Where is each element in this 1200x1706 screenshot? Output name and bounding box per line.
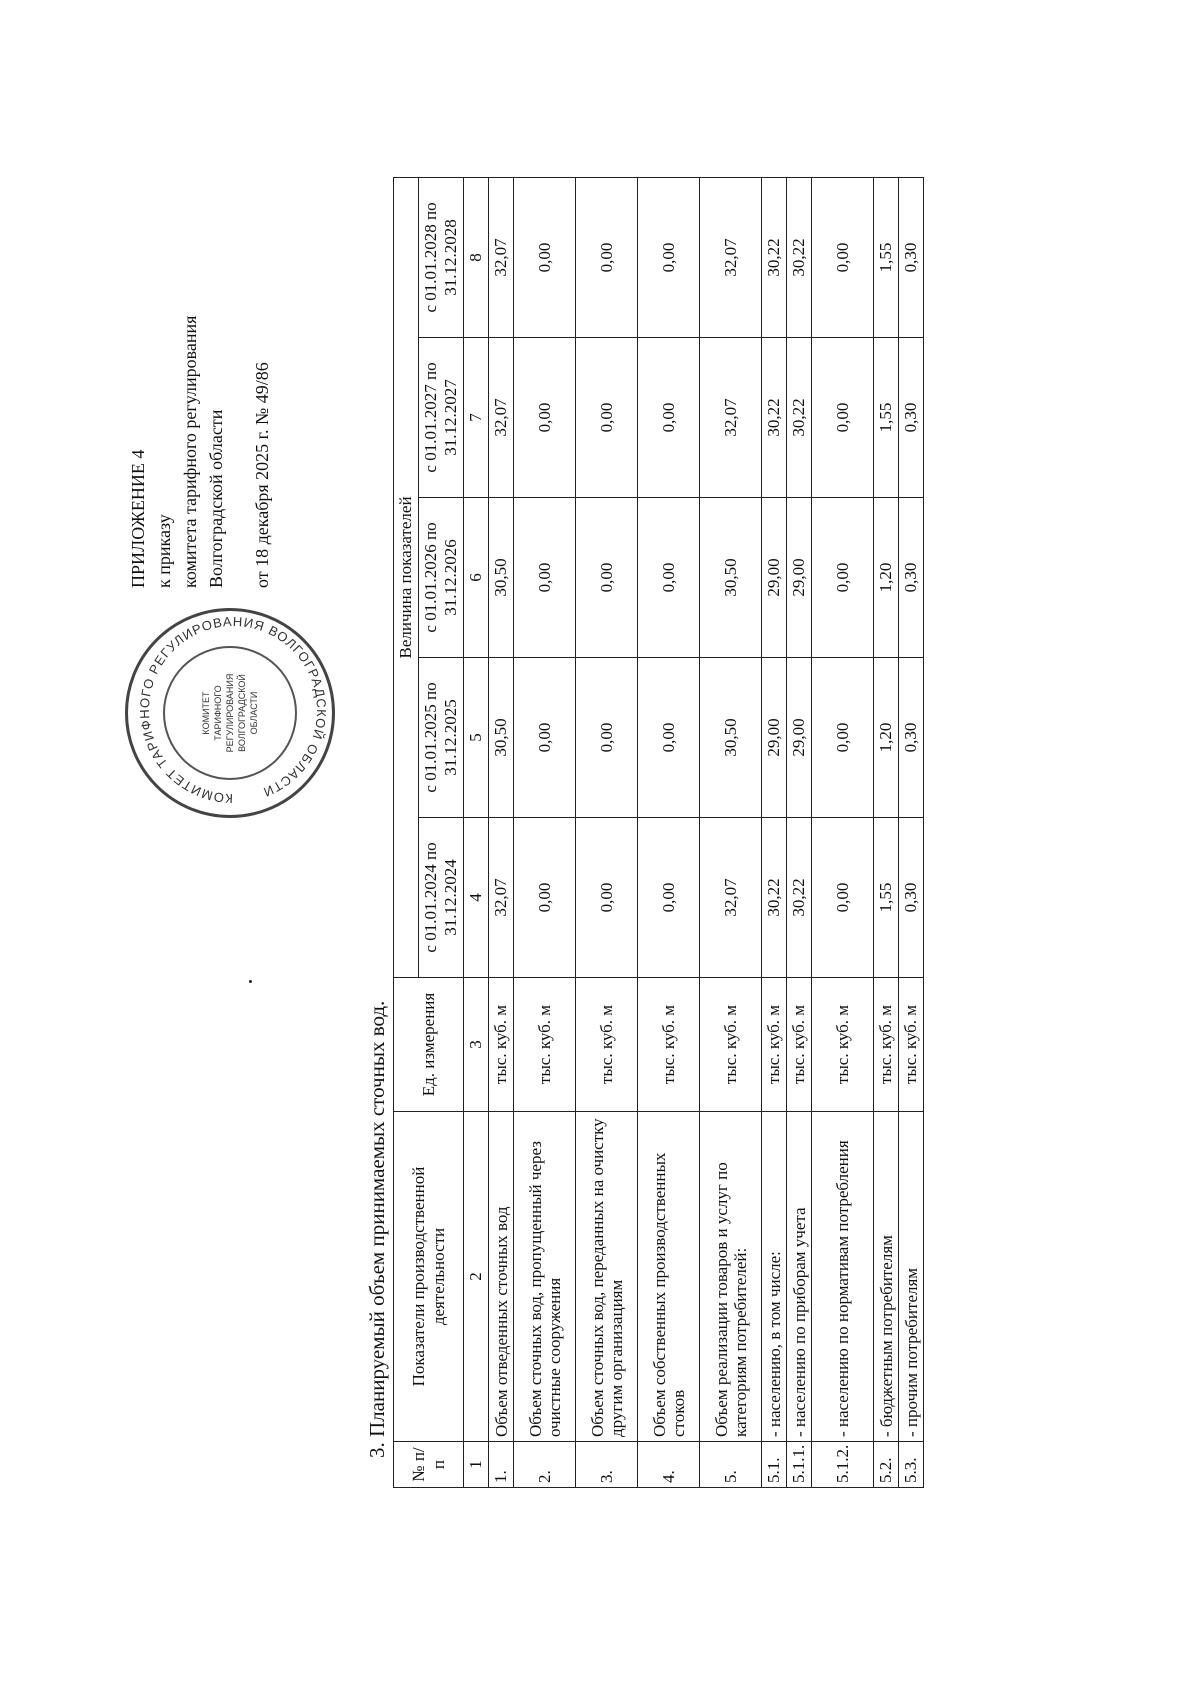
row-num: 5.1. — [762, 1442, 787, 1488]
row-num: 3. — [576, 1442, 638, 1488]
row-label: - населению, в том числе: — [762, 1112, 787, 1442]
row-value: 0,30 — [899, 658, 924, 818]
row-value: 0,00 — [576, 498, 638, 658]
row-value: 32,07 — [700, 818, 762, 978]
wastewater-volume-table — [393, 177, 924, 1488]
column-number: 1 — [464, 1442, 489, 1488]
row-unit: тыс. куб. м — [812, 978, 874, 1112]
seal-line: ТАРИФНОГО — [213, 685, 223, 741]
seal-line: РЕГУЛИРОВАНИЯ — [225, 673, 235, 753]
official-seal — [125, 608, 335, 818]
row-unit: тыс. куб. м — [899, 978, 924, 1112]
column-number: 8 — [464, 177, 489, 337]
row-label: - бюджетным потребителям — [874, 1112, 899, 1442]
row-value: 30,50 — [700, 658, 762, 818]
row-value: 30,22 — [787, 338, 812, 498]
appendix-date-line: от 18 декабря 2025 г. № 49/86 — [252, 362, 272, 588]
row-num: 5.1.1. — [787, 1442, 812, 1488]
row-value: 30,22 — [787, 818, 812, 978]
table-row — [576, 177, 638, 1487]
row-value: 0,00 — [638, 658, 700, 818]
header-period: с 01.01.2026 по 31.12.2026 — [419, 498, 464, 658]
row-value: 1,55 — [874, 818, 899, 978]
row-value: 32,07 — [489, 177, 514, 337]
row-unit: тыс. куб. м — [576, 978, 638, 1112]
table-header-row — [394, 177, 419, 1487]
row-num: 2. — [514, 1442, 576, 1488]
row-value: 0,30 — [899, 818, 924, 978]
row-label: Объем собственных производственных стоков — [638, 1112, 700, 1442]
row-label: - населению по нормативам потребления — [812, 1112, 874, 1442]
row-unit: тыс. куб. м — [874, 978, 899, 1112]
row-value: 30,22 — [787, 177, 812, 337]
row-value: 0,00 — [812, 498, 874, 658]
row-value: 1,20 — [874, 658, 899, 818]
row-label: Объем отведенных сточных вод — [489, 1112, 514, 1442]
header-unit: Ед. измерения — [394, 978, 464, 1112]
row-value: 1,55 — [874, 177, 899, 337]
column-number: 3 — [464, 978, 489, 1112]
row-value: 29,00 — [787, 658, 812, 818]
row-value: 0,00 — [638, 818, 700, 978]
column-number-row — [464, 177, 489, 1487]
row-num: 1. — [489, 1442, 514, 1488]
table-row — [514, 177, 576, 1487]
stray-dot — [249, 980, 252, 983]
row-value: 32,07 — [489, 818, 514, 978]
row-unit: тыс. куб. м — [787, 978, 812, 1112]
table-row — [874, 177, 899, 1487]
row-label: Объем реализации товаров и услуг по категориям потребителей: — [700, 1112, 762, 1442]
row-value: 0,00 — [812, 177, 874, 337]
row-num: 5.1.2. — [812, 1442, 874, 1488]
row-unit: тыс. куб. м — [514, 978, 576, 1112]
row-value: 0,00 — [576, 338, 638, 498]
header-period: с 01.01.2028 по 31.12.2028 — [419, 177, 464, 337]
row-value: 0,00 — [638, 498, 700, 658]
row-value: 30,22 — [762, 818, 787, 978]
row-value: 0,00 — [514, 338, 576, 498]
row-unit: тыс. куб. м — [489, 978, 514, 1112]
row-value: 29,00 — [787, 498, 812, 658]
appendix-committee-line: комитета тарифного регулирования — [180, 315, 200, 588]
table-row — [700, 177, 762, 1487]
svg-text:КОМИТЕТ ТАРИФНОГО РЕГУЛИРОВАНИ: КОМИТЕТ ТАРИФНОГО РЕГУЛИРОВАНИЯ ВОЛГОГРАДСКОЙ ОБЛАСТИ — [136, 613, 330, 807]
row-value: 32,07 — [489, 338, 514, 498]
header-period: с 01.01.2024 по 31.12.2024 — [419, 818, 464, 978]
row-value: 0,00 — [514, 658, 576, 818]
row-value: 29,00 — [762, 498, 787, 658]
table-row — [812, 177, 874, 1487]
row-label: Объем сточных вод, переданных на очистку другим организациям — [576, 1112, 638, 1442]
column-number: 7 — [464, 338, 489, 498]
seal-line: ОБЛАСТИ — [249, 691, 259, 735]
row-value: 0,30 — [899, 177, 924, 337]
column-number: 6 — [464, 498, 489, 658]
row-value: 0,00 — [576, 177, 638, 337]
row-value: 32,07 — [700, 338, 762, 498]
row-unit: тыс. куб. м — [762, 978, 787, 1112]
section-title: 3. Планируемый объем принимаемых сточных вод. — [365, 1000, 389, 1458]
row-value: 0,00 — [638, 177, 700, 337]
column-number: 4 — [464, 818, 489, 978]
row-label: - прочим потребителям — [899, 1112, 924, 1442]
column-number: 2 — [464, 1112, 489, 1442]
row-value: 29,00 — [762, 658, 787, 818]
appendix-number: ПРИЛОЖЕНИЕ 4 — [128, 449, 148, 588]
header-period: с 01.01.2027 по 31.12.2027 — [419, 338, 464, 498]
header-num: № п/п — [394, 1442, 464, 1488]
row-num: 4. — [638, 1442, 700, 1488]
row-num: 5.3. — [899, 1442, 924, 1488]
table-row — [899, 177, 924, 1487]
row-value: 0,30 — [899, 338, 924, 498]
row-value: 0,00 — [576, 818, 638, 978]
appendix-region-line: Волгоградской области — [206, 409, 226, 588]
row-value: 0,00 — [514, 498, 576, 658]
table-row — [787, 177, 812, 1487]
seal-ring-text — [128, 605, 338, 815]
row-value: 1,20 — [874, 498, 899, 658]
seal-line: ВОЛГОГРАДСКОЙ — [237, 674, 247, 752]
row-value: 30,22 — [762, 338, 787, 498]
header-indicator: Показатели производственной деятельности — [394, 1112, 464, 1442]
row-unit: тыс. куб. м — [700, 978, 762, 1112]
header-period: с 01.01.2025 по 31.12.2025 — [419, 658, 464, 818]
row-value: 0,00 — [812, 338, 874, 498]
appendix-order-line: к приказу — [154, 514, 174, 588]
row-value: 0,00 — [514, 818, 576, 978]
table-row — [489, 177, 514, 1487]
row-value: 30,50 — [489, 658, 514, 818]
row-value: 1,55 — [874, 338, 899, 498]
row-label: - населению по приборам учета — [787, 1112, 812, 1442]
row-value: 30,22 — [762, 177, 787, 337]
row-value: 0,00 — [576, 658, 638, 818]
row-value: 30,50 — [700, 498, 762, 658]
row-value: 0,30 — [899, 498, 924, 658]
row-unit: тыс. куб. м — [638, 978, 700, 1112]
table-row — [762, 177, 787, 1487]
row-value: 0,00 — [812, 658, 874, 818]
row-value: 32,07 — [700, 177, 762, 337]
row-label: Объем сточных вод, пропущенный через очистные сооружения — [514, 1112, 576, 1442]
row-num: 5.2. — [874, 1442, 899, 1488]
seal-line: КОМИТЕТ — [201, 691, 211, 735]
column-number: 5 — [464, 658, 489, 818]
row-value: 0,00 — [514, 177, 576, 337]
row-num: 5. — [700, 1442, 762, 1488]
row-value: 0,00 — [812, 818, 874, 978]
document-page — [125, 38, 1145, 1598]
row-value: 0,00 — [638, 338, 700, 498]
table-row — [638, 177, 700, 1487]
header-value-group: Величина показателей — [394, 177, 419, 977]
row-value: 30,50 — [489, 498, 514, 658]
appendix-header — [125, 168, 275, 588]
